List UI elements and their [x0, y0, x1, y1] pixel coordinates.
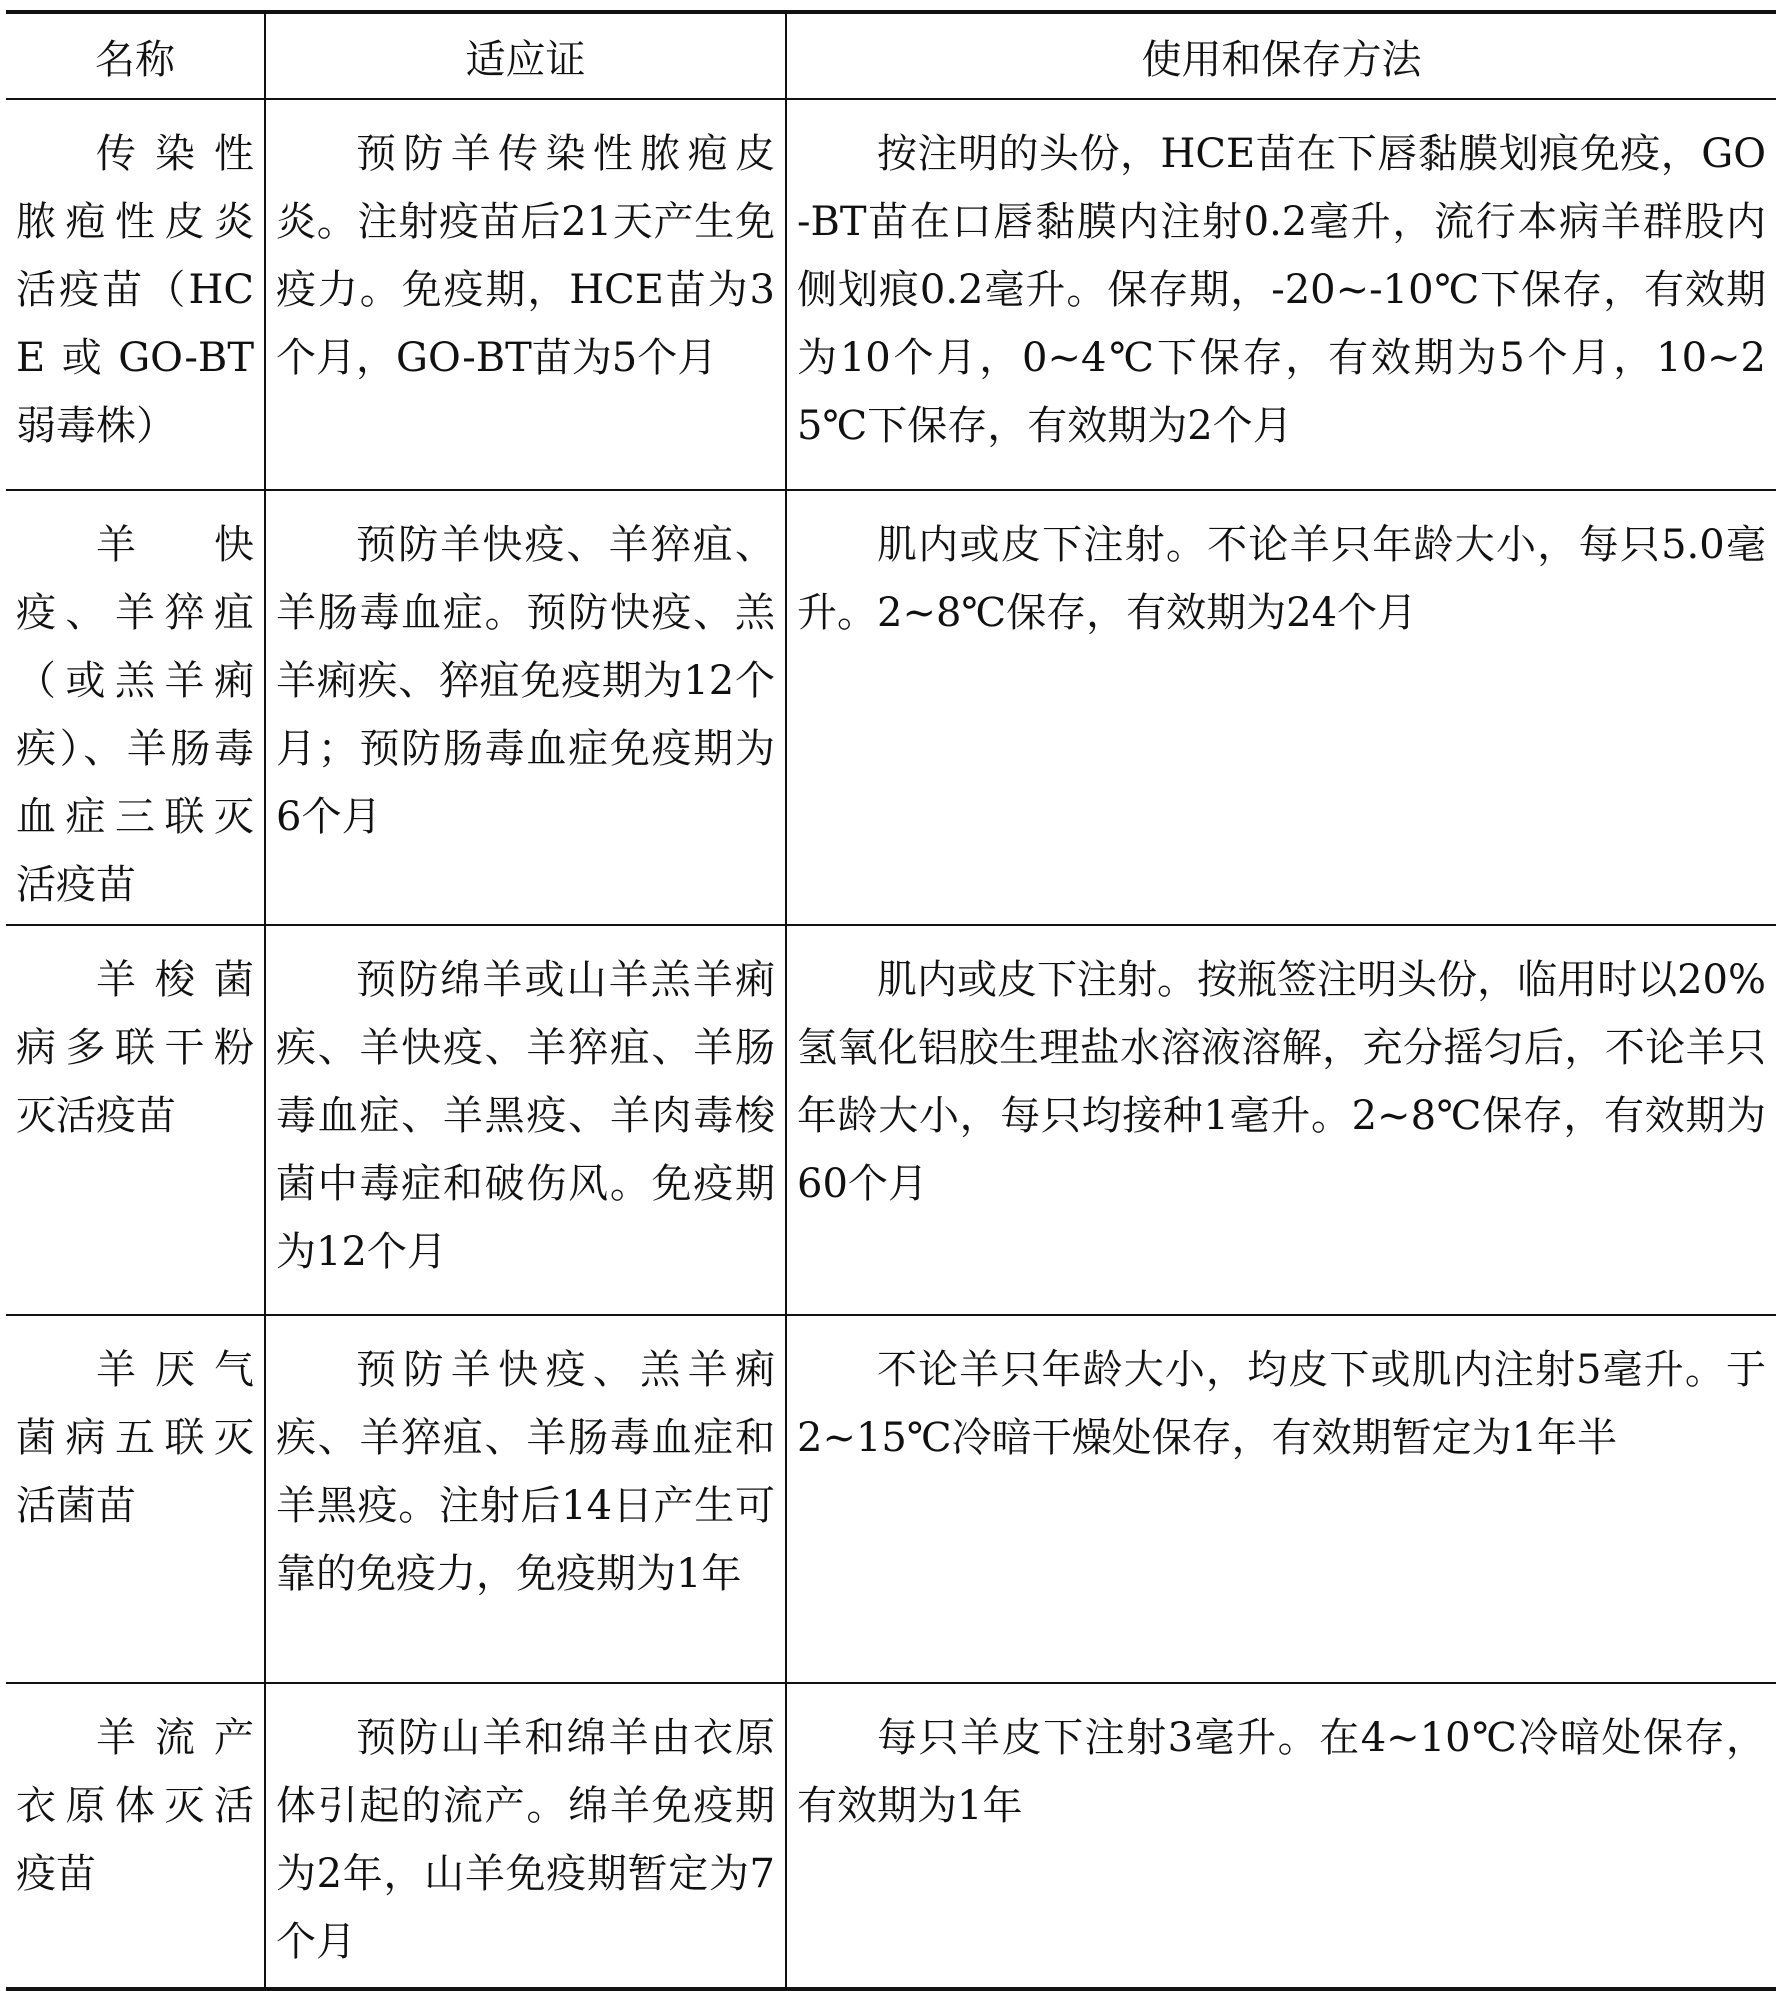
cell-name: [6, 99, 265, 490]
header-indication: 适应证: [265, 12, 786, 99]
table-row: [6, 1315, 1776, 1683]
cell-name: [6, 925, 265, 1315]
cell-indication-text: 预防山羊和绵羊由衣原体引起的流产。绵羊免疫期为2年，山羊免疫期暂定为7个月: [276, 1715, 775, 1965]
cell-usage-text: 肌内或皮下注射。按瓶签注明头份，临用时以20%氢氧化铝胶生理盐水溶液溶解，充分摇匀后，不论羊只年龄大小，每只均接种1毫升。2~8℃保存，有效期为60个月: [797, 957, 1766, 1207]
cell-name-text: 羊快疫、羊猝疽（或羔羊痢疾）、羊肠毒血症三联灭活疫苗: [16, 522, 254, 908]
cell-name: [6, 1683, 265, 1989]
cell-name-text: 羊厌气菌病五联灭活菌苗: [16, 1347, 254, 1529]
cell-indication: [265, 99, 786, 490]
cell-indication-text: 预防羊快疫、羔羊痢疾、羊猝疽、羊肠毒血症和羊黑疫。注射后14日产生可靠的免疫力，免疫期为1年: [276, 1347, 775, 1597]
cell-indication: [265, 490, 786, 925]
cell-usage-text: 肌内或皮下注射。不论羊只年龄大小，每只5.0毫升。2~8℃保存，有效期为24个月: [797, 522, 1766, 636]
header-usage: 使用和保存方法: [786, 12, 1776, 99]
cell-indication-text: 预防羊传染性脓疱皮炎。注射疫苗后21天产生免疫力。免疫期，HCE苗为3个月，GO-BT苗为5个月: [276, 131, 775, 381]
cell-name-text: 传染性脓疱性皮炎活疫苗（HCE或GO-BT弱毒株）: [16, 131, 254, 449]
cell-indication: [265, 925, 786, 1315]
table-body: [6, 99, 1776, 1989]
cell-usage-text: 每只羊皮下注射3毫升。在4~10℃冷暗处保存，有效期为1年: [797, 1715, 1766, 1829]
table-row: [6, 490, 1776, 925]
vaccine-table: [6, 10, 1776, 1991]
cell-usage: [786, 99, 1776, 490]
table-row: [6, 925, 1776, 1315]
cell-indication: [265, 1683, 786, 1989]
cell-usage: [786, 490, 1776, 925]
header-name: 名称: [6, 12, 265, 99]
table-row: [6, 99, 1776, 490]
cell-usage-text: 不论羊只年龄大小，均皮下或肌内注射5毫升。于2~15℃冷暗干燥处保存，有效期暂定为1年半: [797, 1347, 1766, 1461]
cell-name-text: 羊流产衣原体灭活疫苗: [16, 1715, 254, 1897]
vaccine-table-container: [6, 10, 1776, 1991]
table-header: [6, 12, 1776, 99]
cell-name-text: 羊梭菌病多联干粉灭活疫苗: [16, 957, 254, 1139]
cell-name: [6, 1315, 265, 1683]
cell-indication-text: 预防羊快疫、羊猝疽、羊肠毒血症。预防快疫、羔羊痢疾、猝疽免疫期为12个月；预防肠毒血症免疫期为6个月: [276, 522, 775, 840]
table-row: [6, 1683, 1776, 1989]
cell-usage: [786, 1683, 1776, 1989]
cell-indication: [265, 1315, 786, 1683]
header-row: [6, 12, 1776, 99]
cell-usage-text: 按注明的头份，HCE苗在下唇黏膜划痕免疫，GO-BT苗在口唇黏膜内注射0.2毫升，流行本病羊群股内侧划痕0.2毫升。保存期，-20~-10℃下保存，有效期为10个月，0~4℃下保存，有效期为5个月，10~25℃下保存，有效期为2个月: [797, 131, 1766, 449]
cell-name: [6, 490, 265, 925]
cell-usage: [786, 1315, 1776, 1683]
cell-usage: [786, 925, 1776, 1315]
cell-indication-text: 预防绵羊或山羊羔羊痢疾、羊快疫、羊猝疽、羊肠毒血症、羊黑疫、羊肉毒梭菌中毒症和破伤风。免疫期为12个月: [276, 957, 775, 1275]
